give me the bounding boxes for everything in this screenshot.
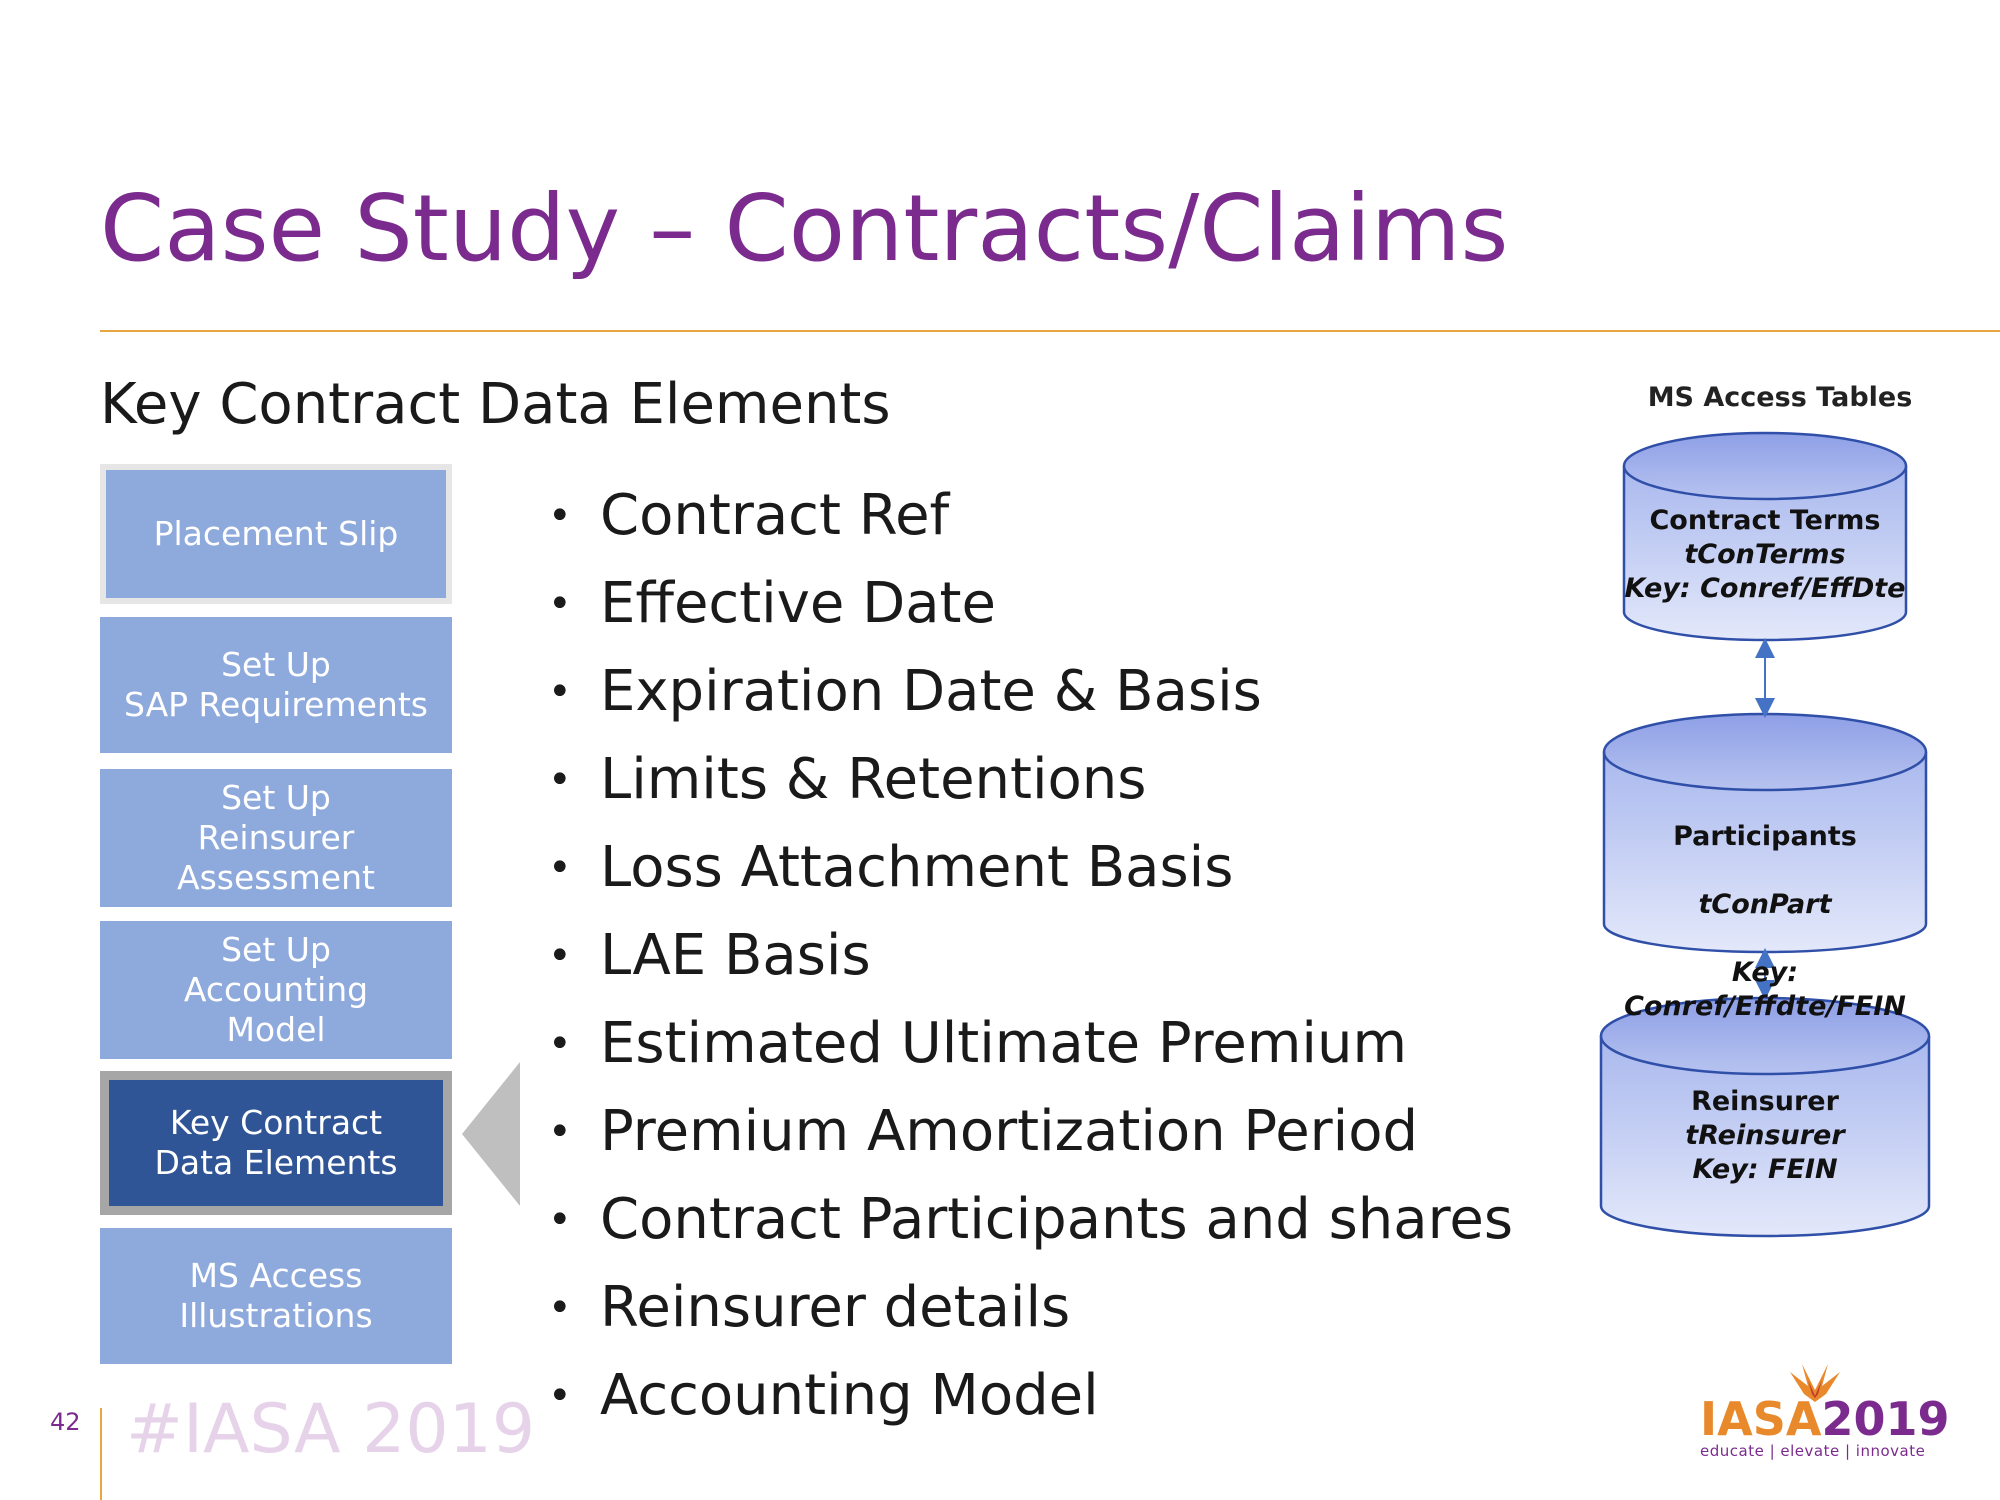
list-item: • Contract Participants and shares	[548, 1187, 1514, 1252]
list-item: • LAE Basis	[548, 923, 871, 988]
step-sap-requirements[interactable]: Set Up SAP Requirements	[100, 617, 452, 753]
iasa-logo-tagline: educate | elevate | innovate	[1700, 1442, 1926, 1460]
event-hashtag: #IASA 2019	[126, 1390, 536, 1469]
iasa-logo-wordmark: IASA2019	[1700, 1392, 1950, 1446]
slide-number: 42	[50, 1408, 81, 1436]
reinsurer-table-label: Reinsurer tReinsurer Key: FEIN	[1685, 1086, 1845, 1185]
db-diagram-heading: MS Access Tables	[1647, 382, 1913, 413]
contract-terms-table-label: Contract Terms tConTerms Key: Conref/EffDte	[1624, 505, 1906, 604]
footer-divider	[100, 1408, 102, 1500]
list-item: • Effective Date	[548, 571, 996, 636]
step-ms-access-illustrations[interactable]: MS Access Illustrations	[100, 1228, 452, 1364]
section-subtitle: Key Contract Data Elements	[100, 372, 891, 437]
slide-title: Case Study – Contracts/Claims	[100, 175, 1509, 282]
step-accounting-model[interactable]: Set Up Accounting Model	[100, 921, 452, 1059]
step-key-contract-data[interactable]: Key Contract Data Elements	[100, 1071, 452, 1215]
step-placement-slip[interactable]: Placement Slip	[100, 464, 452, 604]
participants-table-label: Participants tConPart Key: Conref/Effdte/FEIN	[1624, 821, 1906, 1022]
list-item: • Expiration Date & Basis	[548, 659, 1262, 724]
list-item: • Loss Attachment Basis	[548, 835, 1234, 900]
list-item: • Premium Amortization Period	[548, 1099, 1419, 1164]
list-item: • Limits & Retentions	[548, 747, 1147, 812]
list-item: • Contract Ref	[548, 483, 950, 548]
list-item: • Estimated Ultimate Premium	[548, 1011, 1408, 1076]
list-item: • Reinsurer details	[548, 1275, 1071, 1340]
step-reinsurer-assessment[interactable]: Set Up Reinsurer Assessment	[100, 769, 452, 907]
list-item: • Accounting Model	[548, 1363, 1099, 1428]
